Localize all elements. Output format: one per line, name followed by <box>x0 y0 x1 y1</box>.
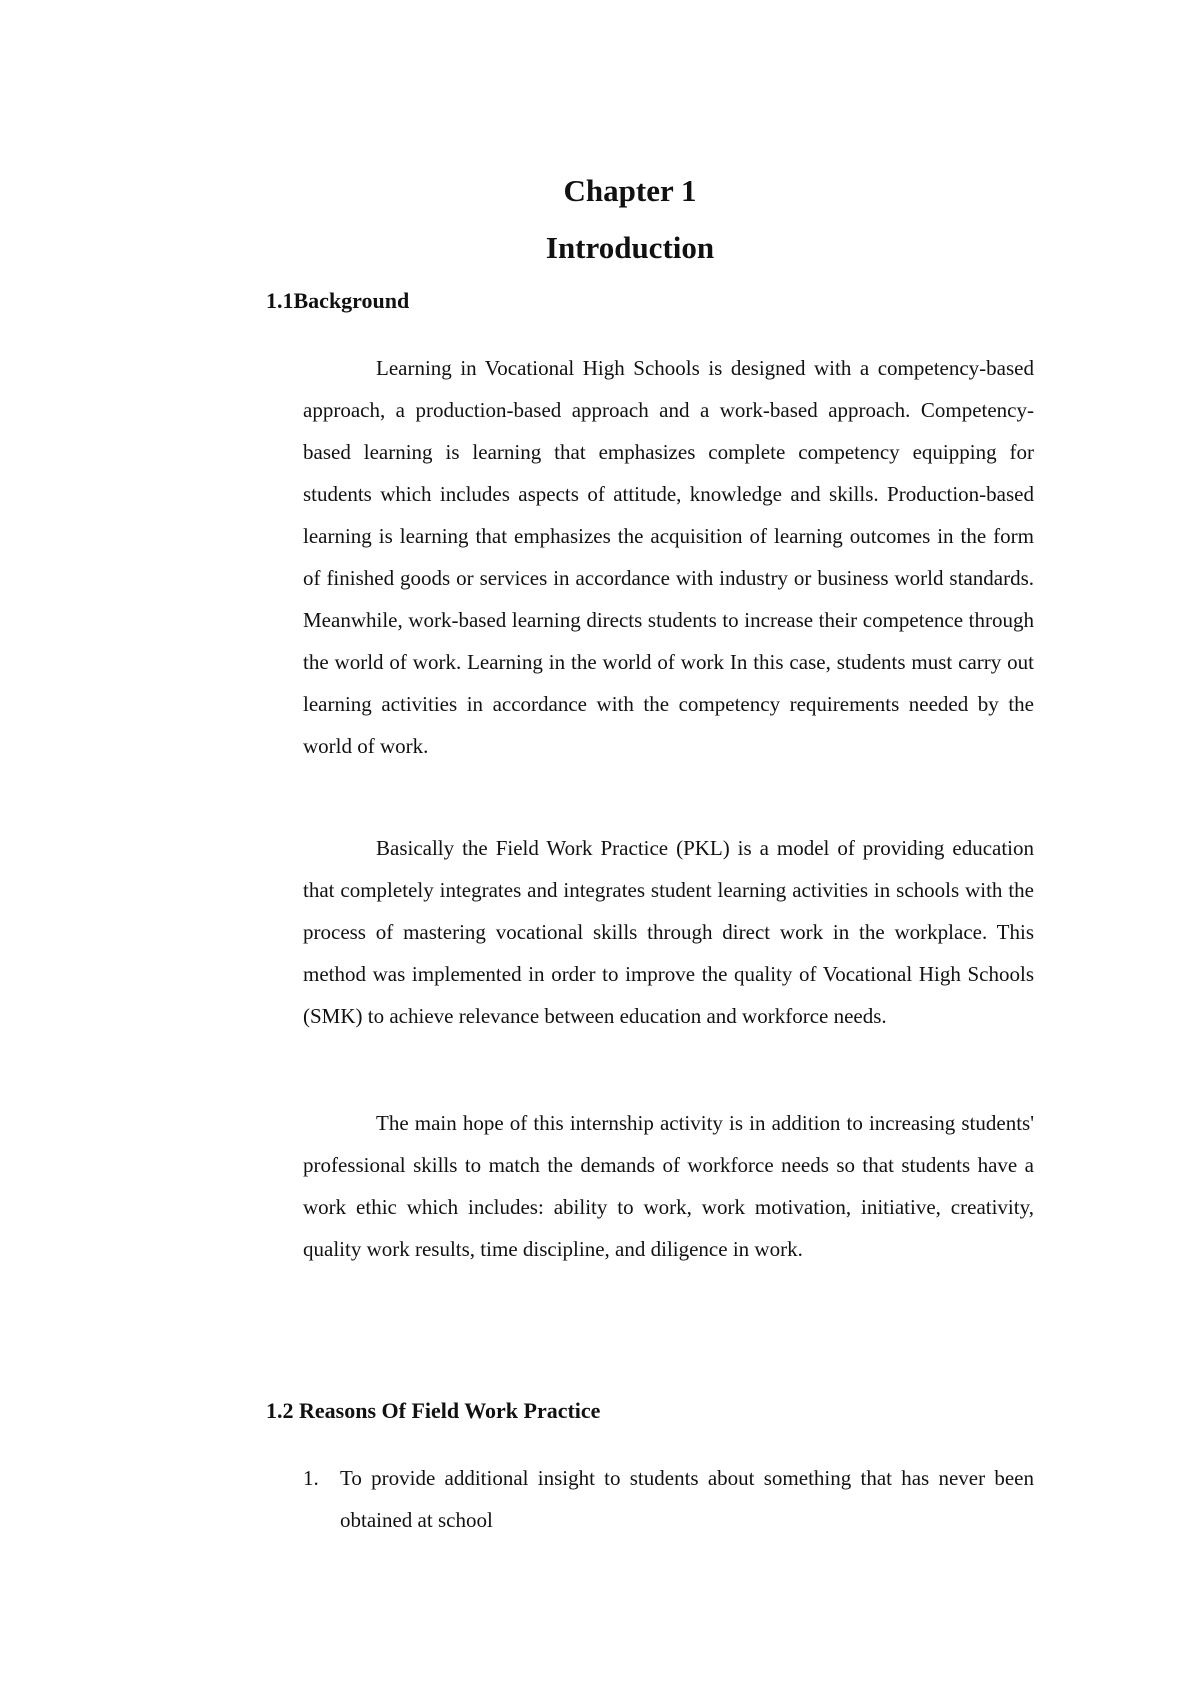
section-heading-background: 1.1Background <box>266 288 410 313</box>
list-item <box>303 1457 1034 1541</box>
section-heading-reasons: 1.2 Reasons Of Field Work Practice <box>266 1398 601 1423</box>
chapter-title: Introduction <box>545 230 715 265</box>
background-paragraph-3-block <box>303 1102 1034 1270</box>
background-paragraph-3: The main hope of this internship activity is in addition to increasing students' professional skills to match the demands of workforce needs so that students have a work ethic which includes: ability to work, work motivation, initiative, creativity, quality work results, time discipline, and diligence in work. <box>303 1111 1034 1261</box>
background-paragraph-2: Basically the Field Work Practice (PKL) is a model of providing education that completely integrates and integrates student learning activities in schools with the process of mastering vocational skills through direct work in the workplace. This method was implemented in order to improve the quality of Vocational High Schools (SMK) to achieve relevance between education and workforce needs. <box>303 836 1034 1028</box>
background-paragraph-1: Learning in Vocational High Schools is designed with a competency-based approach, a production-based approach and a work-based approach. Competency-based learning is learning that emphasizes complete competency equipping for students which includes aspects of attitude, knowledge and skills. Production-based learning is learning that emphasizes the acquisition of learning outcomes in the form of finished goods or services in accordance with industry or business world standards. Meanwhile, work-based learning directs students to increase their competence through the world of work. Learning in the world of work In this case, students must carry out learning activities in accordance with the competency requirements needed by the world of work. <box>303 356 1034 758</box>
chapter-number: Chapter 1 <box>563 173 697 208</box>
list-item-number: 1. <box>303 1466 319 1490</box>
reasons-list <box>303 1457 1034 1541</box>
background-paragraph-1-block <box>303 347 1034 767</box>
list-item-text: To provide additional insight to students about something that has never been obtained at school <box>340 1466 1034 1532</box>
background-paragraph-2-block <box>303 827 1034 1037</box>
